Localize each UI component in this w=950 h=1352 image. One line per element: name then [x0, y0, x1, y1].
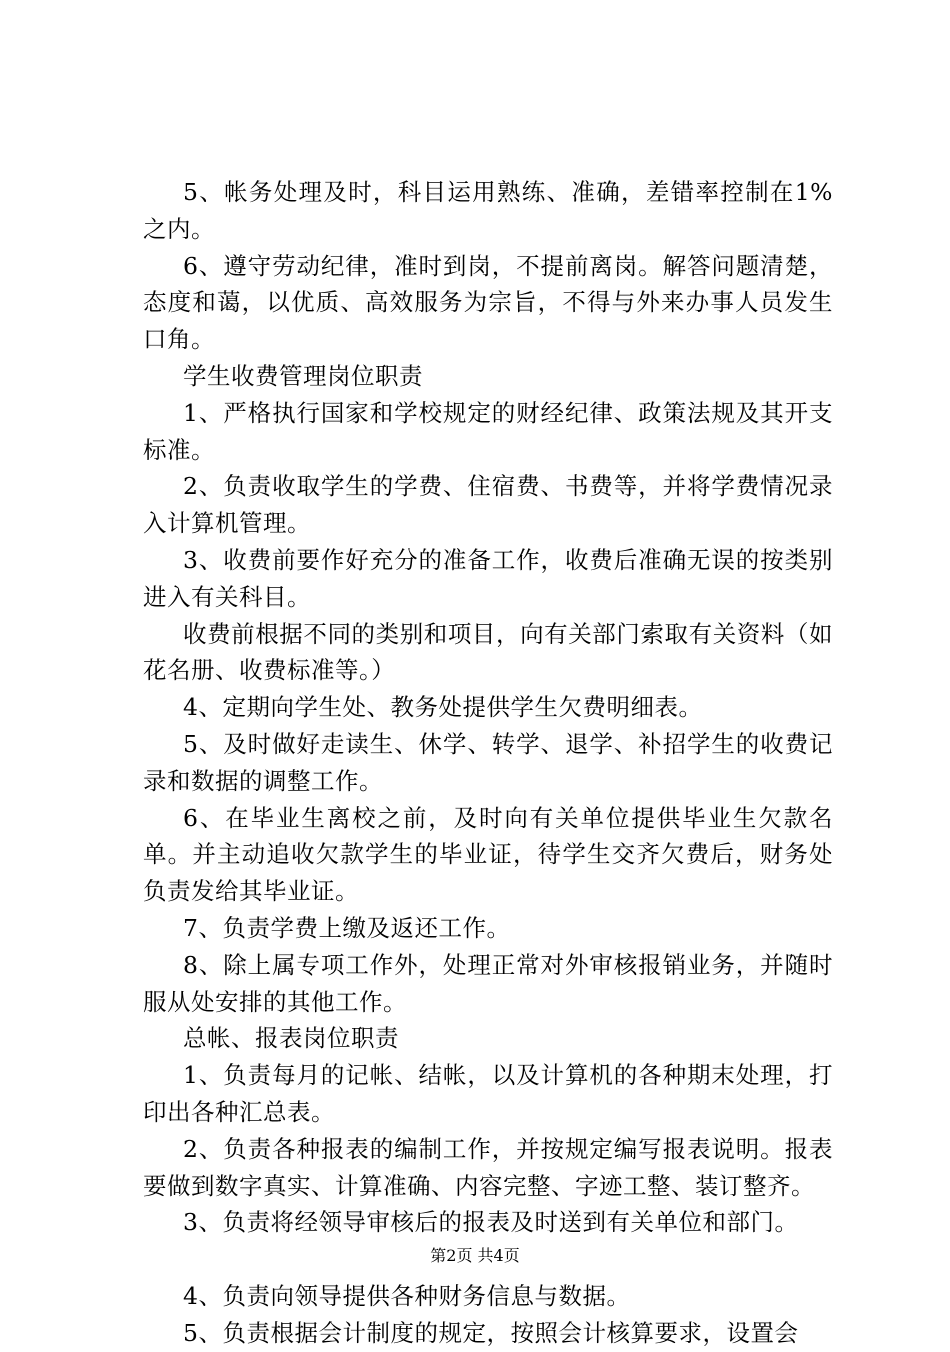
page-number-footer: 第2页 共4页	[430, 1246, 520, 1265]
paragraph: 2、负责各种报表的编制工作，并按规定编写报表说明。报表要做到数字真实、计算准确、内容完整、字迹工整、装订整齐。	[143, 1134, 833, 1200]
paragraph: 6、遵守劳动纪律，准时到岗，不提前离岗。解答问题清楚，态度和蔼，以优质、高效服务为宗旨，不得与外来办事人员发生口角。	[143, 251, 833, 354]
paragraph: 6、在毕业生离校之前，及时向有关单位提供毕业生欠款名单。并主动追收欠款学生的毕业证，待学生交齐欠费后，财务处负责发给其毕业证。	[143, 803, 833, 906]
paragraph: 1、负责每月的记帐、结帐，以及计算机的各种期末处理，打印出各种汇总表。	[143, 1061, 833, 1126]
paragraph: 3、收费前要作好充分的准备工作，收费后准确无误的按类别进入有关科目。	[143, 545, 833, 611]
paragraph: 8、除上属专项工作外，处理正常对外审核报销业务，并随时服从处安排的其他工作。	[143, 950, 833, 1016]
paragraph: 收费前根据不同的类别和项目，向有关部门索取有关资料（如花名册、收费标准等。）	[143, 619, 833, 685]
paragraph: 4、负责向领导提供各种财务信息与数据。	[183, 1281, 631, 1310]
paragraph: 7、负责学费上缴及返还工作。	[183, 913, 511, 942]
paragraph: 5、帐务处理及时，科目运用熟练、准确，差错率控制在1%之内。	[143, 178, 833, 243]
section-heading: 学生收费管理岗位职责	[183, 361, 423, 390]
paragraph: 5、及时做好走读生、休学、转学、退学、补招学生的收费记录和数据的调整工作。	[143, 729, 833, 795]
paragraph: 1、严格执行国家和学校规定的财经纪律、政策法规及其开支标准。	[143, 398, 833, 464]
paragraph: 4、定期向学生处、教务处提供学生欠费明细表。	[183, 693, 703, 722]
paragraph: 3、负责将经领导审核后的报表及时送到有关单位和部门。	[183, 1208, 799, 1237]
paragraph: 2、负责收取学生的学费、住宿费、书费等，并将学费情况录入计算机管理。	[143, 472, 833, 538]
document-body	[143, 174, 833, 1352]
section-heading: 总帐、报表岗位职责	[183, 1024, 399, 1053]
paragraph: 5、负责根据会计制度的规定，按照会计核算要求，设置会	[183, 1318, 799, 1347]
